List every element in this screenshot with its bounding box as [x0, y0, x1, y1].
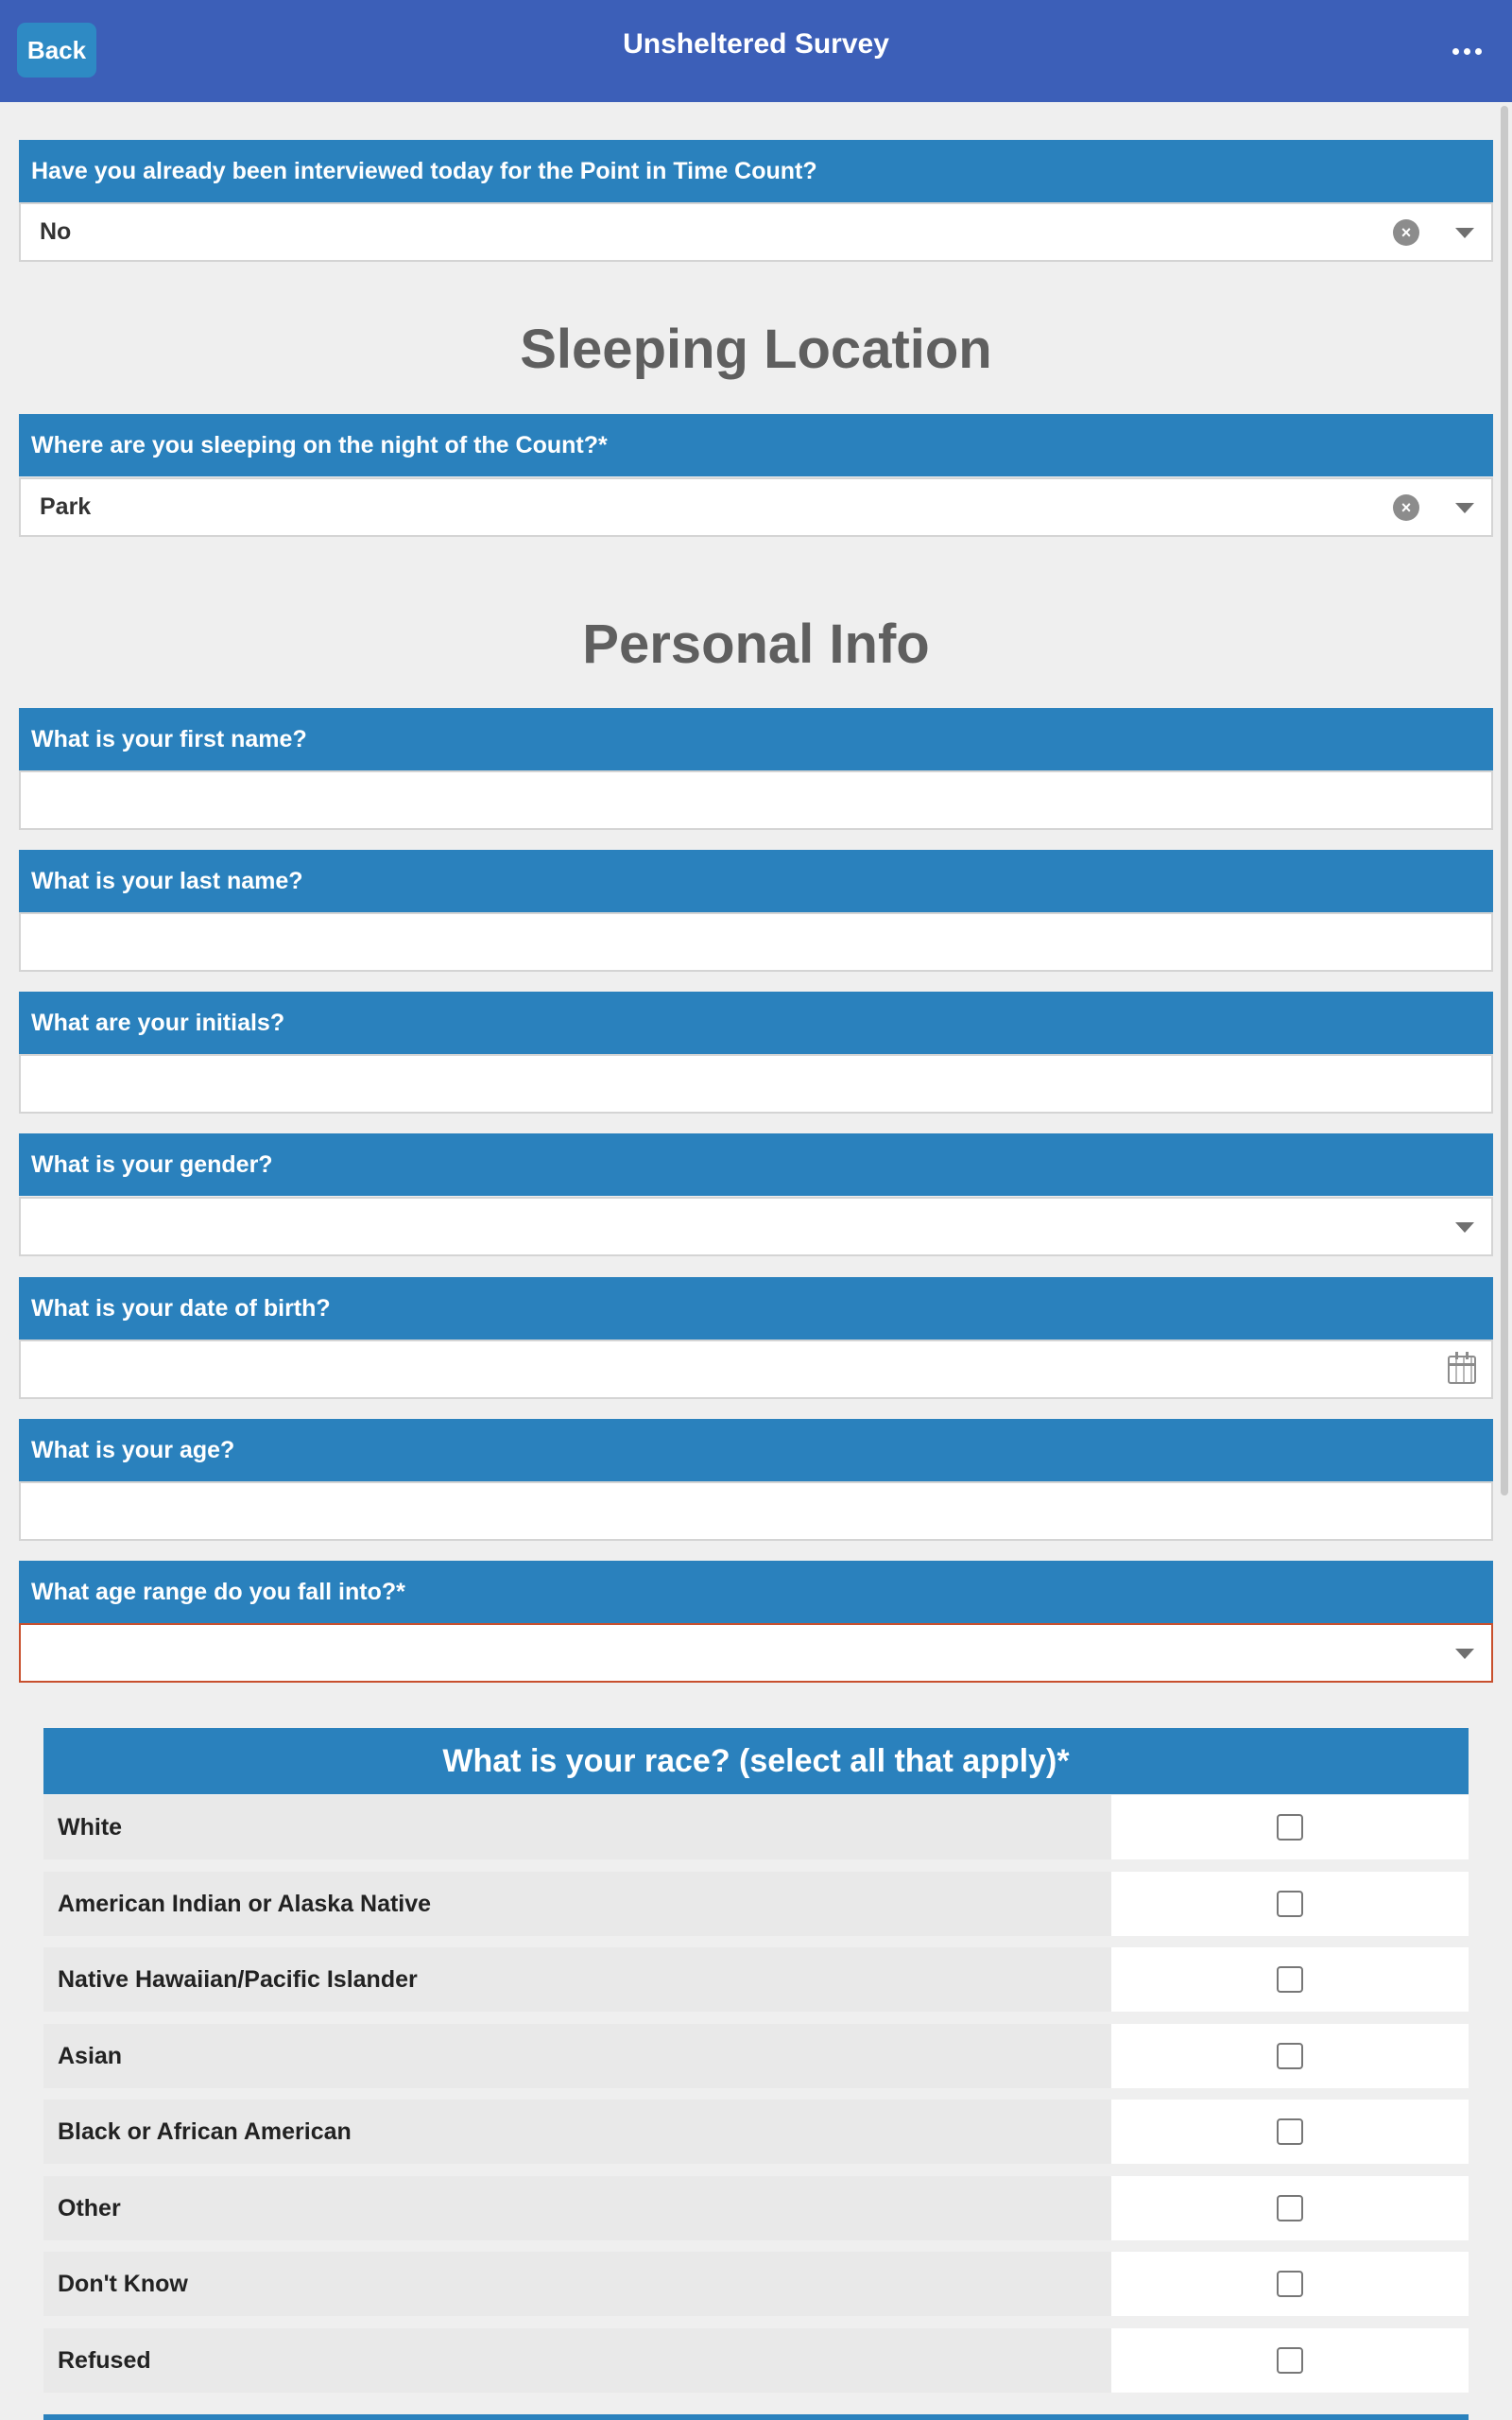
race-option-label: American Indian or Alaska Native: [43, 1872, 1111, 1936]
scrollbar[interactable]: [1501, 106, 1508, 1495]
back-button[interactable]: Back: [17, 23, 96, 78]
age-label: What is your age?: [19, 1419, 1493, 1481]
checkbox[interactable]: [1277, 2195, 1303, 2221]
caret-down-icon[interactable]: [1455, 1222, 1474, 1233]
initials-label: What are your initials?: [19, 992, 1493, 1054]
caret-down-icon[interactable]: [1455, 228, 1474, 238]
race-option-label: Native Hawaiian/Pacific Islander: [43, 1947, 1111, 2012]
caret-down-icon[interactable]: [1455, 1649, 1474, 1659]
ellipsis-icon[interactable]: [1438, 32, 1495, 70]
caret-down-icon[interactable]: [1455, 503, 1474, 513]
race-option-label: White: [43, 1795, 1111, 1859]
interviewed-value: No: [40, 218, 72, 245]
race-option-row[interactable]: [43, 1872, 1469, 1936]
race-option-row[interactable]: [43, 2252, 1469, 2316]
app-header: [0, 0, 1512, 102]
dob-input[interactable]: [19, 1340, 1493, 1399]
sleeping-value: Park: [40, 493, 92, 520]
section-heading-personal-info: Personal Info: [582, 614, 930, 675]
initials-input[interactable]: [19, 1054, 1493, 1114]
gender-label: What is your gender?: [19, 1133, 1493, 1196]
race-option-row[interactable]: [43, 1947, 1469, 2012]
race-option-label: Black or African American: [43, 2100, 1111, 2164]
first-name-input[interactable]: [19, 770, 1493, 830]
checkbox[interactable]: [1277, 1966, 1303, 1993]
last-name-label: What is your last name?: [19, 850, 1493, 912]
race-option-label: Refused: [43, 2328, 1111, 2393]
race-header: What is your race? (select all that apply)*: [43, 1728, 1469, 1794]
gender-select[interactable]: [19, 1197, 1493, 1256]
race-option-row[interactable]: [43, 2328, 1469, 2393]
interviewed-select[interactable]: [19, 202, 1493, 262]
race-option-row[interactable]: [43, 2100, 1469, 2164]
clear-icon[interactable]: ×: [1393, 494, 1419, 521]
last-name-input[interactable]: [19, 912, 1493, 972]
race-option-row[interactable]: [43, 2024, 1469, 2088]
sleeping-label: Where are you sleeping on the night of the Count?*: [19, 414, 1493, 476]
interviewed-label: Have you already been interviewed today for the Point in Time Count?: [19, 140, 1493, 202]
checkbox[interactable]: [1277, 2347, 1303, 2374]
checkbox[interactable]: [1277, 1814, 1303, 1841]
checkbox[interactable]: [1277, 1891, 1303, 1917]
age-range-select[interactable]: [19, 1623, 1493, 1683]
race-option-label: Asian: [43, 2024, 1111, 2088]
sleeping-select[interactable]: [19, 477, 1493, 537]
page-title: Unsheltered Survey: [623, 28, 889, 60]
race-option-row[interactable]: [43, 1795, 1469, 1859]
section-divider: [43, 2414, 1469, 2420]
clear-icon[interactable]: ×: [1393, 219, 1419, 246]
race-option-label: Don't Know: [43, 2252, 1111, 2316]
age-range-label: What age range do you fall into?*: [19, 1561, 1493, 1623]
race-option-label: Other: [43, 2176, 1111, 2240]
section-heading-sleeping-location: Sleeping Location: [520, 319, 992, 380]
race-option-row[interactable]: [43, 2176, 1469, 2240]
checkbox[interactable]: [1277, 2043, 1303, 2069]
dob-label: What is your date of birth?: [19, 1277, 1493, 1340]
checkbox[interactable]: [1277, 2271, 1303, 2297]
first-name-label: What is your first name?: [19, 708, 1493, 770]
calendar-icon[interactable]: [1448, 1356, 1476, 1384]
checkbox[interactable]: [1277, 2118, 1303, 2145]
age-input[interactable]: [19, 1481, 1493, 1541]
